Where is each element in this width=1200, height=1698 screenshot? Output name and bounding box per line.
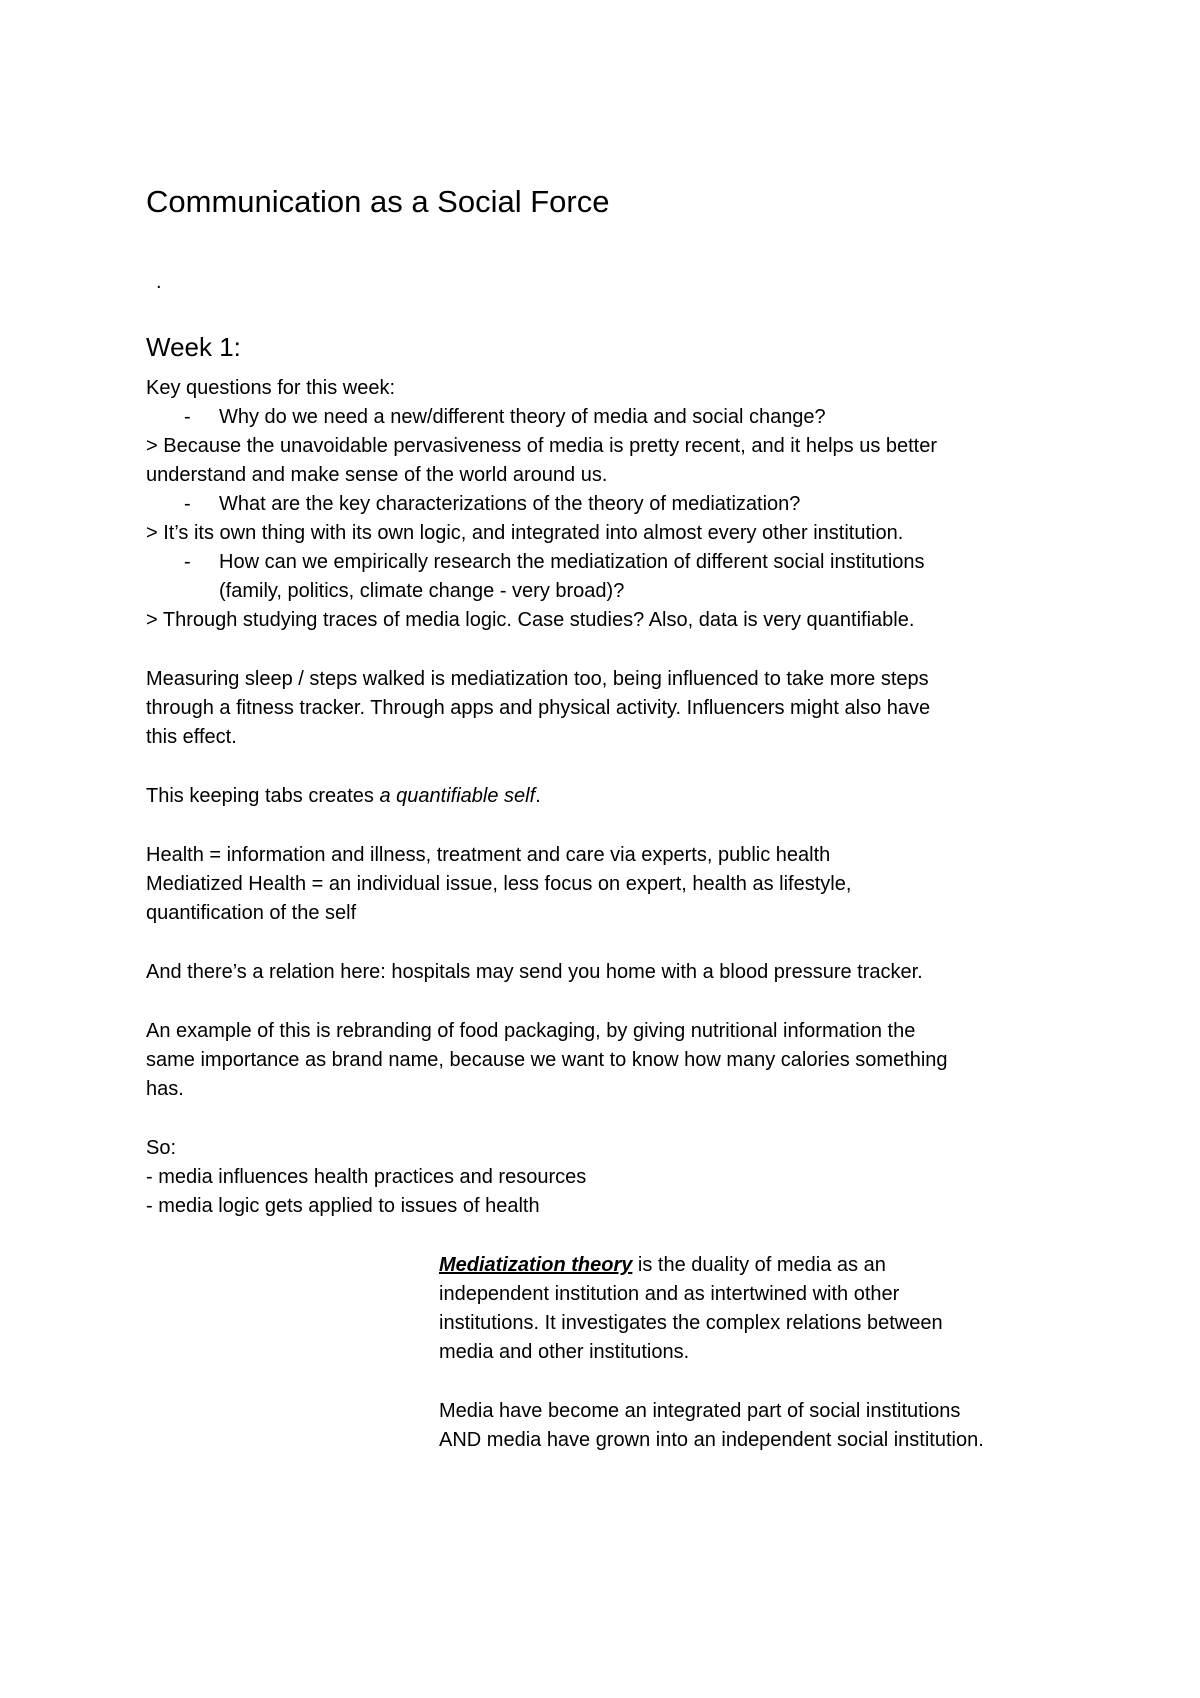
- bullet-marker: -: [184, 493, 191, 515]
- answer-1-line-2: understand and make sense of the world around us.: [146, 464, 608, 486]
- paragraph-quantifiable-self: [146, 782, 541, 811]
- mediatized-health-line-2: quantification of the self: [146, 902, 357, 924]
- theory-line-4: media and other institutions.: [439, 1341, 690, 1363]
- theory-line-1: [439, 1251, 886, 1280]
- answer-3: > Through studying traces of media logic. Case studies? Also, data is very quantifiable.: [146, 609, 915, 631]
- example-line-3: has.: [146, 1078, 184, 1100]
- theory-line-3: institutions. It investigates the complex relations between: [439, 1312, 943, 1334]
- health-definition: Health = information and illness, treatment and care via experts, public health: [146, 844, 831, 866]
- example-line-2: same importance as brand name, because we want to know how many calories something: [146, 1049, 948, 1071]
- media-line-1: Media have become an integrated part of social institutions: [439, 1400, 961, 1422]
- question-2: What are the key characterizations of the theory of mediatization?: [219, 493, 801, 515]
- week-heading: Week 1:: [146, 332, 241, 362]
- relation-paragraph: And there’s a relation here: hospitals may send you home with a blood pressure tracker.: [146, 961, 923, 983]
- document-title: Communication as a Social Force: [146, 184, 610, 219]
- so-item-2: - media logic gets applied to issues of health: [146, 1195, 540, 1217]
- quantifiable-prefix: This keeping tabs creates: [146, 785, 380, 807]
- answer-1-line-1: > Because the unavoidable pervasiveness of media is pretty recent, and it helps us better: [146, 435, 938, 457]
- media-line-2: AND media have grown into an independent social institution.: [439, 1429, 984, 1451]
- quantifiable-suffix: .: [535, 785, 541, 807]
- mediatized-health-line-1: Mediatized Health = an individual issue, less focus on expert, health as lifestyle,: [146, 873, 852, 895]
- theory-term: Mediatization theory: [439, 1254, 633, 1276]
- example-line-1: An example of this is rebranding of food packaging, by giving nutritional information the: [146, 1020, 916, 1042]
- question-3-line-2: (family, politics, climate change - very broad)?: [219, 580, 625, 602]
- paragraph-measuring-line-2: through a fitness tracker. Through apps and physical activity. Influencers might also have: [146, 697, 931, 719]
- so-item-1: - media influences health practices and resources: [146, 1166, 587, 1188]
- paragraph-measuring-line-1: Measuring sleep / steps walked is mediatization too, being influenced to take more steps: [146, 668, 929, 690]
- bullet-marker: -: [184, 551, 191, 573]
- answer-2: > It’s its own thing with its own logic, and integrated into almost every other institution.: [146, 522, 904, 544]
- paragraph-measuring-line-3: this effect.: [146, 726, 237, 748]
- quantifiable-emphasis: a quantifiable self: [379, 785, 536, 807]
- key-questions-intro: Key questions for this week:: [146, 377, 396, 399]
- so-label: So:: [146, 1137, 177, 1159]
- question-3-line-1: How can we empirically research the mediatization of different social institutions: [219, 551, 925, 573]
- theory-line-1-rest: is the duality of media as an: [632, 1254, 886, 1276]
- theory-line-2: independent institution and as intertwined with other: [439, 1283, 900, 1305]
- stray-dot: .: [156, 271, 162, 293]
- question-1: Why do we need a new/different theory of media and social change?: [219, 406, 826, 428]
- bullet-marker: -: [184, 406, 191, 428]
